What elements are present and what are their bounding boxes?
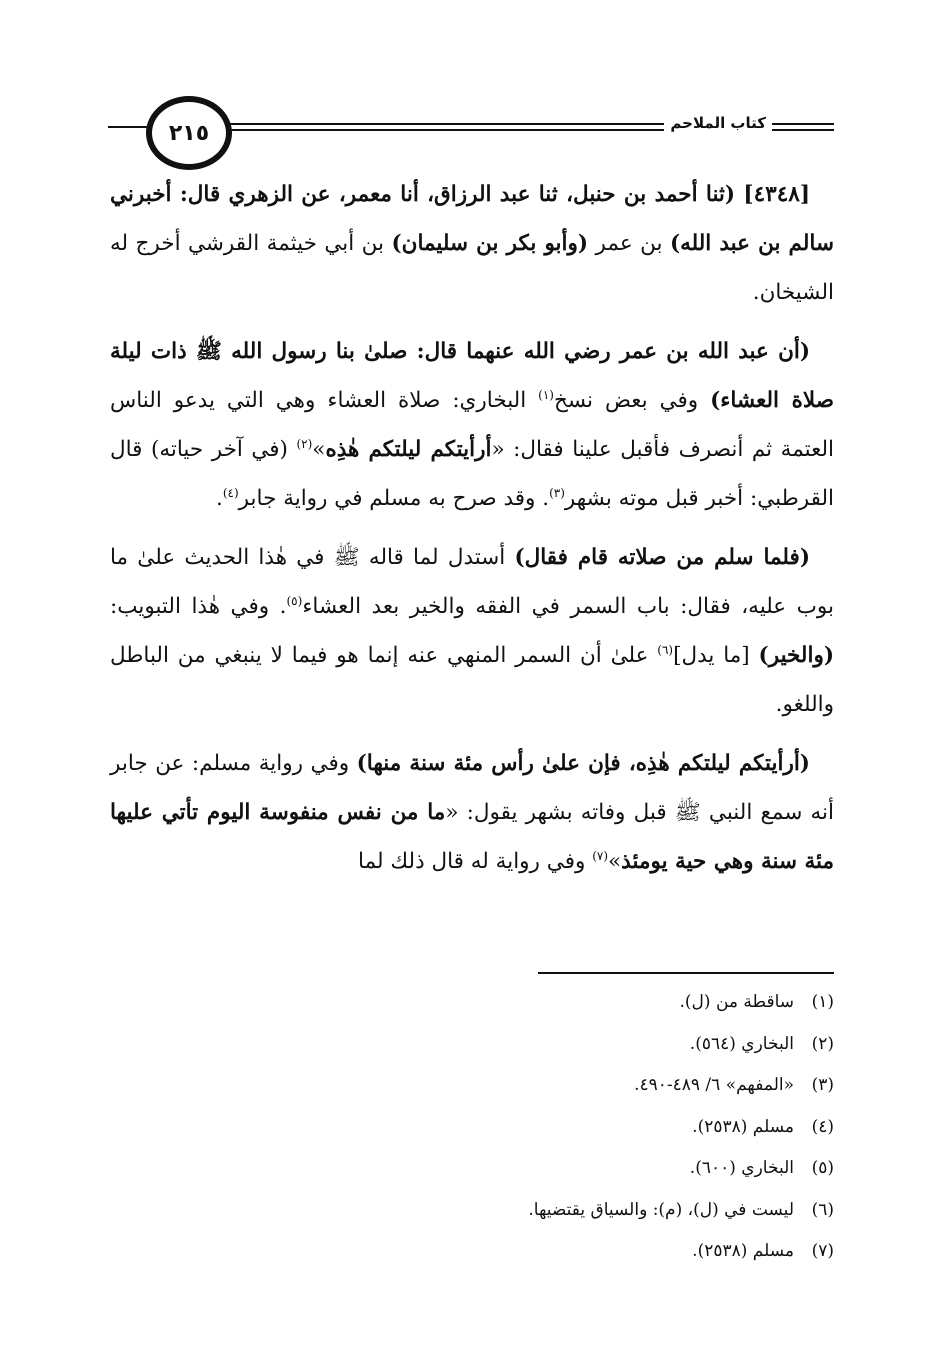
- hadith-number: [٤٣٤٨]: [743, 182, 810, 207]
- text: .: [216, 486, 223, 511]
- running-title: كتاب الملاحم: [664, 114, 772, 132]
- commentary-text: بن أبي خيثمة القرشي أخرج له الشيخان.: [110, 231, 834, 305]
- footnote-item: [234, 1065, 834, 1107]
- footnote-text: مسلم (٢٥٣٨).: [692, 1241, 794, 1261]
- isnad-text: (ثنا أحمد بن حنبل، ثنا عبد الرزاق، أنا معمر، عن الزهري قال: أخبرني سالم بن عبد الله): [110, 182, 834, 256]
- commentary-text: علىٰ أن السمر المنهي عنه إنما هو فيما لا ينبغي من الباطل واللغو.: [110, 643, 834, 717]
- footnote-item: [234, 1024, 834, 1066]
- main-text: [110, 170, 834, 896]
- matn-text: (فلما سلم من صلاته قام فقال): [514, 545, 811, 570]
- footnote-text: البخاري (٦٠٠).: [689, 1158, 794, 1178]
- isnad-text: (وأبو بكر بن سليمان): [391, 231, 589, 256]
- footnote-text: ساقطة من (ل).: [679, 992, 794, 1012]
- paragraph-salam: [110, 533, 834, 729]
- footnote-number: (٢): [811, 1033, 834, 1054]
- footnote-ref: (٢): [296, 436, 313, 451]
- commentary-text: [ما يدل]: [673, 643, 759, 668]
- page-number: ٢١٥: [146, 96, 232, 170]
- footnote-text: ليست في (ل)، (م): والسياق يقتضيها.: [528, 1199, 794, 1220]
- text: بن عمر: [588, 231, 670, 256]
- text: »: [312, 437, 326, 462]
- footnote-item: [234, 1148, 834, 1190]
- footnote-item: [234, 1231, 834, 1273]
- footnote-item: [234, 1190, 834, 1232]
- footnote-number: (٣): [811, 1075, 834, 1095]
- footnote-text: البخاري (٥٦٤).: [689, 1033, 794, 1054]
- footnote-text: مسلم (٢٥٣٨).: [692, 1116, 794, 1137]
- commentary-text: وفي بعض نسخ: [553, 388, 711, 413]
- commentary-text: أستدل لما قاله ﷺ في هٰذا الحديث علىٰ ما بوب عليه، فقال: باب السمر في الفقه والخير بعد العشاء: [110, 545, 834, 619]
- paragraph-4348: [110, 170, 834, 317]
- quote-text: ما من نفس منفوسة اليوم تأتي عليها مئة سنة وهي حية يومئذ: [110, 800, 834, 874]
- paragraph-matn: [110, 327, 834, 523]
- footnote-ref: (٤): [222, 485, 239, 500]
- matn-text: (أن عبد الله بن عمر رضي الله عنهما قال: صلىٰ بنا رسول الله ﷺ ذات ليلة صلاة العشاء): [110, 339, 834, 413]
- commentary-text: (في آخر حياته) قال القرطبي: أخبر قبل موته بشهر: [110, 437, 834, 511]
- matn-text: (والخير): [758, 643, 835, 668]
- text: »: [608, 849, 622, 874]
- footnotes: [234, 982, 834, 1273]
- commentary-text: . وقد صرح به مسلم في رواية جابر: [238, 486, 550, 511]
- matn-text: (أرأيتكم ليلتكم هٰذِه، فإن علىٰ رأس مئة سنة منها): [356, 751, 810, 776]
- footnote-number: (٥): [811, 1158, 834, 1178]
- footnote-ref: (١): [538, 387, 554, 402]
- footnote-ref: (٧): [592, 848, 609, 863]
- footnote-ref: (٣): [549, 485, 565, 500]
- paragraph-ara-aytakum: [110, 739, 834, 886]
- footnote-item: [234, 982, 834, 1024]
- footnote-number: (٦): [811, 1199, 834, 1220]
- commentary-text: البخاري: صلاة العشاء وهي التي يدعو الناس العتمة ثم أنصرف فأقبل علينا فقال: «: [110, 388, 835, 462]
- commentary-text: وفي رواية مسلم: عن جابر أنه سمع النبي ﷺ قبل وفاته بشهر يقول: «: [110, 751, 834, 825]
- footnote-ref: (٥): [286, 593, 303, 608]
- footnote-separator: [538, 972, 834, 974]
- footnote-number: (٧): [811, 1241, 834, 1261]
- quote-text: أرأيتكم ليلتكم هٰذِه: [325, 437, 492, 462]
- footnote-number: (٤): [811, 1116, 834, 1137]
- footnote-number: (١): [811, 992, 834, 1012]
- page-header: [108, 96, 834, 168]
- header-rule-left: [108, 126, 148, 128]
- commentary-text: وفي رواية له قال ذلك لما: [358, 849, 593, 874]
- footnote-item: [234, 1107, 834, 1149]
- footnote-text: «المفهم» ٦/ ٤٨٩-٤٩٠.: [634, 1075, 794, 1095]
- commentary-text: . وفي هٰذا التبويب:: [110, 594, 287, 619]
- footnote-ref: (٦): [657, 642, 674, 657]
